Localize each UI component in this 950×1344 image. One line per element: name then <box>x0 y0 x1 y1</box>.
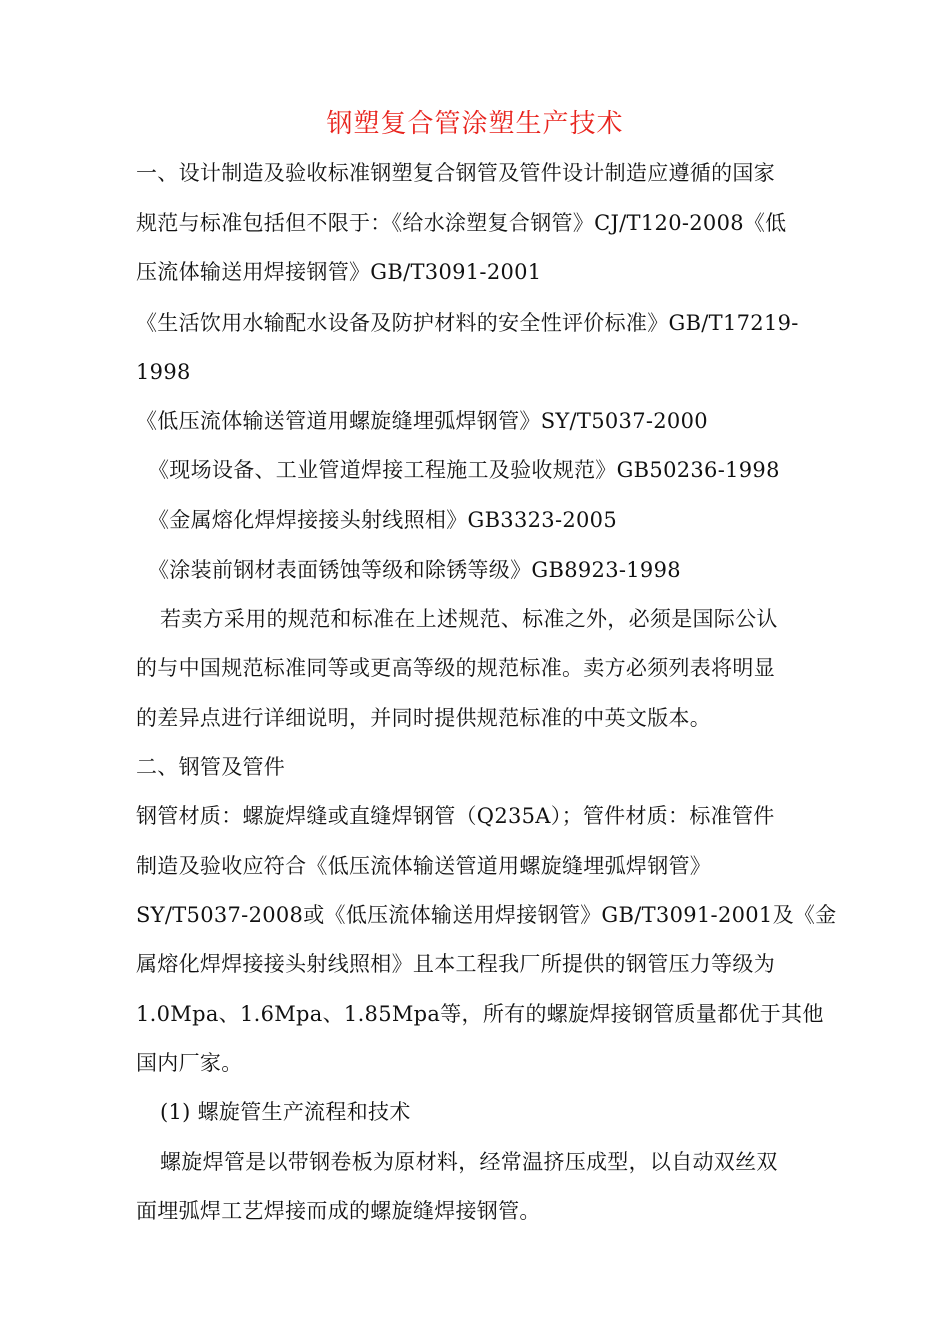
document-title: 钢塑复合管涂塑生产技术 <box>326 109 624 139</box>
paragraph-line: 《现场设备、工业管道焊接工程施工及验收规范》GB50236-1998 <box>148 458 780 482</box>
paragraph-line: 钢管材质：螺旋焊缝或直缝焊钢管（Q235A）；管件材质：标准管件 <box>136 804 775 828</box>
paragraph-line: 若卖方采用的规范和标准在上述规范、标准之外，必须是国际公认 <box>160 607 778 631</box>
paragraph-line: 面埋弧焊工艺焊接而成的螺旋缝焊接钢管。 <box>136 1199 541 1223</box>
paragraph-line: 1998 <box>136 360 191 384</box>
paragraph-line: 《低压流体输送管道用螺旋缝埋弧焊钢管》SY/T5037-2000 <box>136 409 708 433</box>
paragraph-line: 一、设计制造及验收标准钢塑复合钢管及管件设计制造应遵循的国家 <box>136 161 775 185</box>
paragraph-line: 制造及验收应符合《低压流体输送管道用螺旋缝埋弧焊钢管》 <box>136 854 712 878</box>
paragraph-line: 压流体输送用焊接钢管》GB/T3091-2001 <box>136 260 542 284</box>
section-heading: 二、钢管及管件 <box>136 755 286 779</box>
paragraph-line: 《生活饮用水输配水设备及防护材料的安全性评价标准》GB/T17219- <box>136 311 799 335</box>
paragraph-line: 的与中国规范标准同等或更高等级的规范标准。卖方必须列表将明显 <box>136 656 775 680</box>
paragraph-line: 《涂装前钢材表面锈蚀等级和除锈等级》GB8923-1998 <box>148 558 681 582</box>
paragraph-line: 规范与标准包括但不限于：《给水涂塑复合钢管》CJ/T120-2008《低 <box>136 211 787 235</box>
paragraph-line: 《金属熔化焊焊接接头射线照相》GB3323-2005 <box>148 508 617 532</box>
paragraph-line: 的差异点进行详细说明，并同时提供规范标准的中英文版本。 <box>136 706 712 730</box>
subsection-heading: (1) 螺旋管生产流程和技术 <box>160 1100 411 1124</box>
paragraph-line: 螺旋焊管是以带钢卷板为原材料，经常温挤压成型，以自动双丝双 <box>160 1150 778 1174</box>
paragraph-line: 1.0Mpa、1.6Mpa、1.85Mpa等，所有的螺旋焊接钢管质量都优于其他 <box>136 1002 824 1026</box>
paragraph-line: SY/T5037-2008或《低压流体输送用焊接钢管》GB/T3091-2001及《金 <box>136 903 837 927</box>
paragraph-line: 属熔化焊焊接接头射线照相》且本工程我厂所提供的钢管压力等级为 <box>136 952 775 976</box>
paragraph-line: 国内厂家。 <box>136 1051 243 1075</box>
